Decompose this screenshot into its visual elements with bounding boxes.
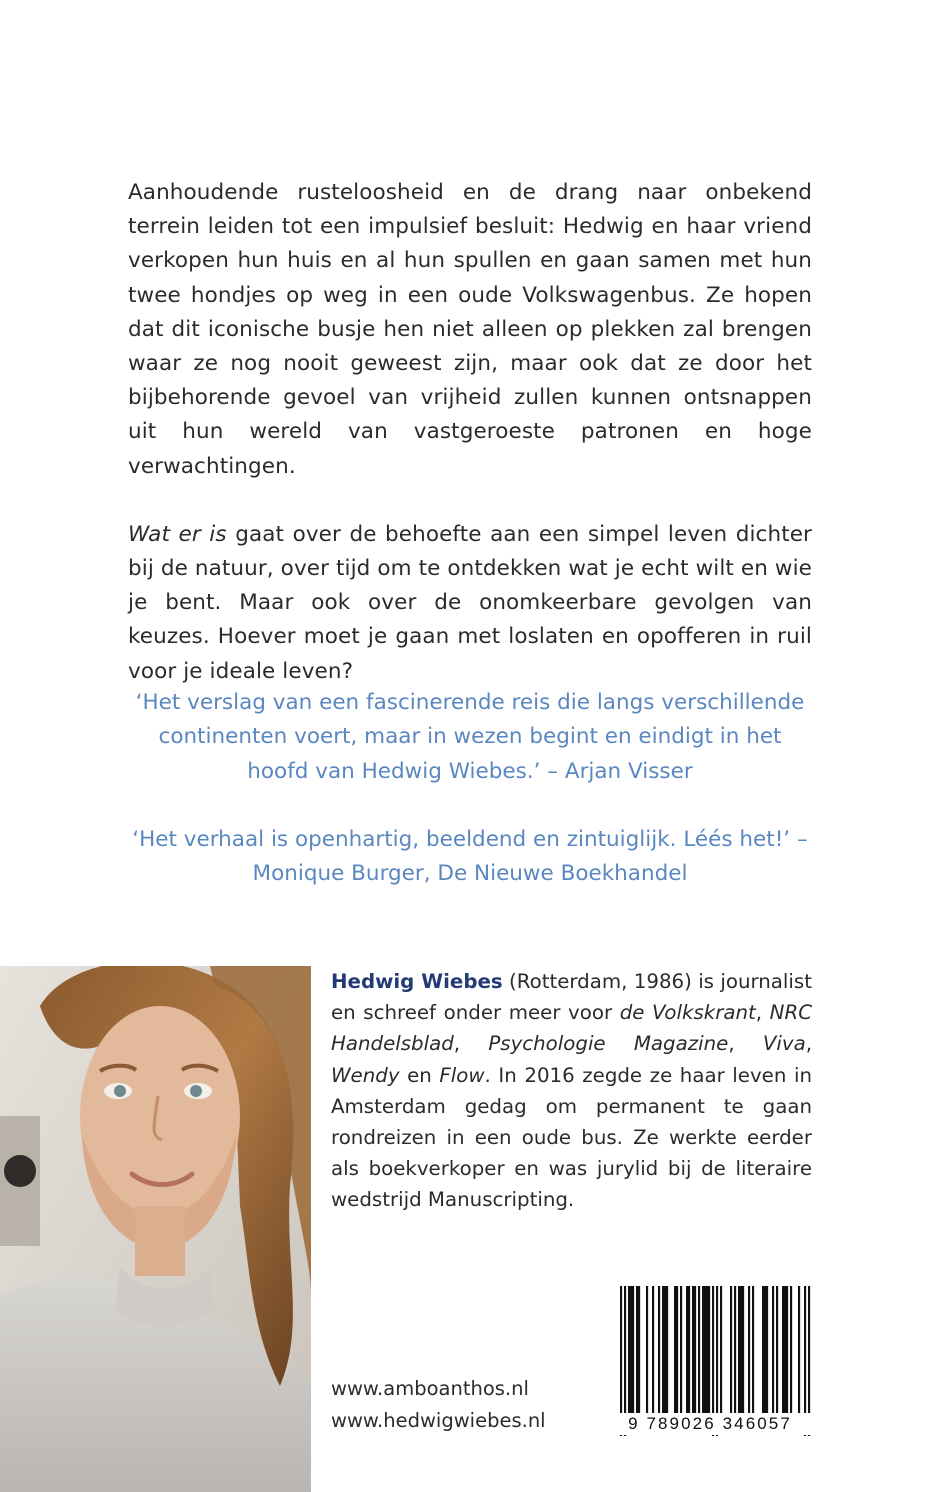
blurb-paragraph-2-text: gaat over de behoefte aan een simpel leven dichter bij de natuur, over tijd om te ontdekken wat je echt wilt en wie je bent. Maar ook over de onomkeerbare gevolgen van keuzes. Hoever moet je gaan met loslaten en opofferen in ruil voor je ideale leven? — [128, 521, 812, 684]
blurb-paragraph-1: Aanhoudende rusteloosheid en de drang naar onbekend terrein leiden tot een impulsief besluit: Hedwig en haar vriend verkopen hun huis en al hun spullen en gaan samen met hun twee hondjes op weg in een oude Volkswagenbus. Ze hopen dat dit iconische busje hen niet alleen op plekken zal brengen waar ze nog nooit geweest zijn, maar ook dat ze door het bijbehorende gevoel van vrijheid zullen kunnen ontsnappen uit hun wereld van vastgeroeste patronen en hoge verwachtingen. — [128, 180, 812, 479]
barcode-bar — [734, 1286, 736, 1416]
barcode-bar — [738, 1286, 740, 1416]
barcode-bar — [630, 1286, 632, 1416]
author-name: Hedwig Wiebes — [331, 970, 503, 993]
barcode-bar — [720, 1286, 722, 1416]
barcode-bar — [628, 1286, 630, 1416]
barcode-bar — [704, 1286, 706, 1416]
web-links — [331, 1373, 546, 1436]
isbn-number: 9 789026 346057 — [606, 1413, 814, 1435]
back-cover-blurb — [128, 176, 812, 689]
barcode-bar — [748, 1286, 750, 1416]
barcode-bar — [740, 1286, 742, 1416]
barcode-bar — [676, 1286, 678, 1416]
bio-separator: , — [755, 1001, 770, 1025]
barcode-bar — [766, 1286, 768, 1416]
author-bio-text — [331, 966, 812, 1216]
barcode-bar — [786, 1286, 788, 1416]
publication-name: Psychologie Magazine — [488, 1032, 729, 1056]
barcode-bar — [674, 1286, 676, 1416]
barcode-bar — [664, 1286, 666, 1416]
review-quote-2: ‘Het verhaal is openhartig, beeldend en zintuiglijk. Léés het!’ – Monique Burger, De Nieuwe Boekhandel — [132, 826, 808, 887]
bio-separator: en — [399, 1063, 440, 1087]
barcode-bar — [694, 1286, 696, 1416]
barcode-bar — [708, 1286, 710, 1416]
barcode-bar — [632, 1286, 634, 1416]
author-website-link[interactable]: www.hedwigwiebes.nl — [331, 1408, 546, 1432]
barcode-bar — [776, 1286, 778, 1416]
barcode-bar — [782, 1286, 784, 1416]
review-quotes — [128, 686, 812, 891]
barcode-bar — [702, 1286, 704, 1416]
review-quote-1: ‘Het verslag van een fascinerende reis die langs verschillende continenten voert, maar in wezen begint en eindigt in het hoofd van Hedwig Wiebes.’ – Arjan Visser — [135, 690, 805, 784]
publication-name: NRC Handelsblad — [331, 1001, 813, 1056]
barcode-bar — [752, 1286, 754, 1416]
bio-text-part: . In 2016 zegde ze haar leven in Amsterdam gedag om permanent te gaan rondreizen in een oude bus. Ze werkte eerder als boekverkoper en was jurylid bij de literaire wedstrijd Manuscripting. — [331, 1063, 812, 1212]
bio-text-part: (Rotterdam, 1986) is journalist en schreef onder meer voor — [331, 970, 812, 1025]
barcode-bar — [698, 1286, 700, 1416]
publication-name: Viva — [762, 1032, 806, 1056]
barcode-bar — [638, 1286, 640, 1416]
barcode-bar — [730, 1286, 732, 1416]
book-title: Wat er is — [128, 521, 227, 547]
bio-separator: , — [453, 1032, 489, 1056]
barcode-bar — [688, 1286, 690, 1416]
blurb-paragraph-2 — [128, 518, 812, 689]
author-photo — [0, 966, 311, 1492]
bio-separator: , — [728, 1032, 763, 1056]
barcode-bar — [764, 1286, 766, 1416]
barcode-bar — [772, 1286, 774, 1416]
barcode-bar — [742, 1286, 744, 1416]
author-bio — [331, 966, 812, 1216]
barcode-bar — [686, 1286, 688, 1416]
barcode-bar — [790, 1286, 792, 1416]
barcode-bar — [706, 1286, 708, 1416]
bio-separator: , — [805, 1032, 812, 1056]
barcode-bar — [646, 1286, 648, 1416]
barcode-bar — [662, 1286, 664, 1416]
publication-name: Flow — [439, 1063, 485, 1087]
barcode-bar — [636, 1286, 638, 1416]
publisher-website-link[interactable]: www.amboanthos.nl — [331, 1377, 529, 1400]
barcode-bar — [784, 1286, 786, 1416]
barcode-bar — [680, 1286, 682, 1416]
barcode-bar — [658, 1286, 660, 1416]
barcode-bar — [692, 1286, 694, 1416]
barcode-bar — [666, 1286, 668, 1416]
publication-name: Wendy — [331, 1063, 400, 1087]
barcode-bar — [798, 1286, 800, 1416]
barcode-bar — [762, 1286, 764, 1416]
publication-name: de Volkskrant — [619, 1001, 756, 1025]
barcode-bar — [652, 1286, 654, 1416]
